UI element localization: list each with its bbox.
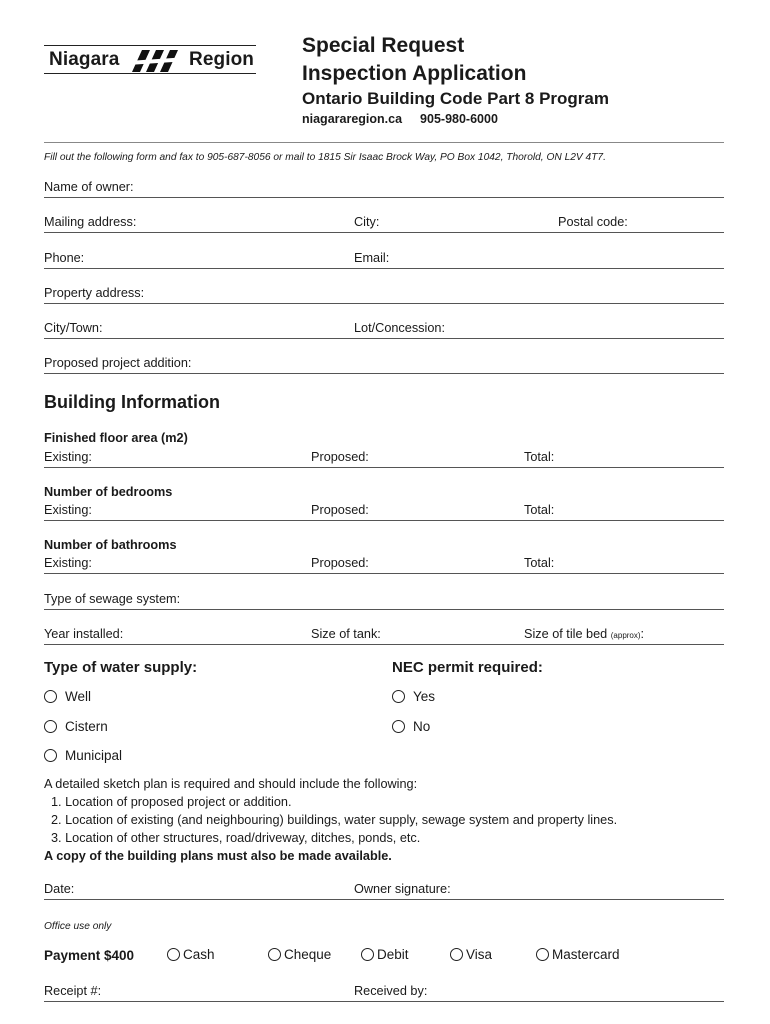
payment-option-cash[interactable] <box>167 947 215 962</box>
bathrooms-total-label: Total: <box>524 556 555 570</box>
office-use-label: Office use only <box>44 921 112 932</box>
radio-circle-icon[interactable] <box>536 948 549 961</box>
sewage-type-label: Type of sewage system: <box>44 592 181 606</box>
email-label: Email: <box>354 251 390 265</box>
water-supply-option-well[interactable] <box>44 689 91 704</box>
phone-email-field[interactable] <box>44 268 724 269</box>
payment-option-debit[interactable] <box>361 947 409 962</box>
form-title-line-1: Special Request <box>302 34 465 57</box>
tile-bed-text: Size of tile bed <box>524 627 611 641</box>
water-supply-heading: Type of water supply: <box>44 659 198 676</box>
contact-phone: 905-980-6000 <box>420 112 498 126</box>
receipt-field[interactable] <box>44 1001 724 1002</box>
property-address-label: Property address: <box>44 286 145 300</box>
payment-option-label: Cash <box>183 947 215 962</box>
logo-stripes-icon <box>128 48 188 72</box>
nec-option-yes[interactable] <box>392 689 435 704</box>
payment-option-cheque[interactable] <box>268 947 331 962</box>
floor-area-field[interactable] <box>44 467 724 468</box>
website-link[interactable]: niagararegion.ca <box>302 112 403 126</box>
contact-line <box>302 112 498 126</box>
date-signature-field[interactable] <box>44 899 724 900</box>
logo-word-niagara: Niagara <box>49 49 120 70</box>
floor-area-total-label: Total: <box>524 450 555 464</box>
radio-circle-icon[interactable] <box>392 720 405 733</box>
water-option-label: Well <box>65 689 92 704</box>
form-title-line-2: Inspection Application <box>302 62 527 85</box>
proposed-project-label: Proposed project addition: <box>44 356 192 370</box>
radio-circle-icon[interactable] <box>44 720 57 733</box>
payment-option-label: Cheque <box>284 947 332 962</box>
floor-area-heading: Finished floor area (m2) <box>44 431 188 445</box>
bedrooms-field[interactable] <box>44 520 724 521</box>
radio-circle-icon[interactable] <box>167 948 180 961</box>
receipt-number-label: Receipt #: <box>44 984 102 998</box>
payment-option-label: Visa <box>466 947 493 962</box>
bathrooms-field[interactable] <box>44 573 724 574</box>
name-of-owner-label: Name of owner: <box>44 180 134 194</box>
size-of-tank-label: Size of tank: <box>311 627 381 641</box>
logo-top-rule <box>44 45 256 46</box>
nec-permit-heading: NEC permit required: <box>392 659 543 676</box>
sketch-item: 2. Location of existing (and neighbouring) buildings, water supply, sewage system and property lines. <box>51 813 618 827</box>
lot-concession-label: Lot/Concession: <box>354 321 445 335</box>
bedrooms-existing-label: Existing: <box>44 503 92 517</box>
bathrooms-heading: Number of bathrooms <box>44 538 177 552</box>
bathrooms-existing-label: Existing: <box>44 556 92 570</box>
water-option-label: Cistern <box>65 719 108 734</box>
city-town-field[interactable] <box>44 338 724 339</box>
logo-bottom-rule <box>44 73 256 74</box>
water-option-label: Municipal <box>65 748 123 763</box>
mailing-address-field[interactable] <box>44 232 724 233</box>
sewage-details-field[interactable] <box>44 644 724 645</box>
radio-circle-icon[interactable] <box>44 749 57 762</box>
bedrooms-total-label: Total: <box>524 503 555 517</box>
logo-word-region: Region <box>189 49 254 70</box>
payment-option-label: Mastercard <box>552 947 620 962</box>
payment-option-mastercard[interactable] <box>536 947 620 962</box>
property-address-field[interactable] <box>44 303 724 304</box>
nec-option-label: No <box>413 719 431 734</box>
payment-option-label: Debit <box>377 947 409 962</box>
header-divider <box>44 142 724 143</box>
sketch-intro: A detailed sketch plan is required and should include the following: <box>44 777 418 791</box>
tile-bed-approx-note: (approx) <box>610 631 641 640</box>
radio-circle-icon[interactable] <box>361 948 374 961</box>
owner-signature-label: Owner signature: <box>354 882 451 896</box>
sketch-requirements <box>44 775 617 865</box>
nec-option-label: Yes <box>413 689 436 704</box>
year-installed-label: Year installed: <box>44 627 124 641</box>
size-of-tile-bed-label <box>524 627 644 641</box>
sewage-type-field[interactable] <box>44 609 724 610</box>
city-label: City: <box>354 215 380 229</box>
mailing-address-label: Mailing address: <box>44 215 137 229</box>
building-information-heading: Building Information <box>44 392 220 412</box>
form-subtitle: Ontario Building Code Part 8 Program <box>302 89 609 108</box>
received-by-label: Received by: <box>354 984 428 998</box>
radio-circle-icon[interactable] <box>268 948 281 961</box>
radio-circle-icon[interactable] <box>450 948 463 961</box>
radio-circle-icon[interactable] <box>44 690 57 703</box>
building-plans-note: A copy of the building plans must also be made available. <box>44 849 392 863</box>
floor-area-proposed-label: Proposed: <box>311 450 369 464</box>
nec-option-no[interactable] <box>392 719 430 734</box>
city-town-label: City/Town: <box>44 321 103 335</box>
water-supply-option-municipal[interactable] <box>44 748 122 763</box>
water-supply-option-cistern[interactable] <box>44 719 108 734</box>
sketch-item: 3. Location of other structures, road/driveway, ditches, ponds, etc. <box>51 831 421 845</box>
floor-area-existing-label: Existing: <box>44 450 92 464</box>
name-of-owner-field[interactable] <box>44 197 724 198</box>
proposed-project-field[interactable] <box>44 373 724 374</box>
payment-amount-label: Payment $400 <box>44 948 135 963</box>
bedrooms-heading: Number of bedrooms <box>44 485 173 499</box>
payment-option-visa[interactable] <box>450 947 492 962</box>
niagara-region-logo <box>44 40 256 78</box>
form-instructions: Fill out the following form and fax to 905-687-8056 or mail to 1815 Sir Isaac Brock Way, PO Box 1042, Thorold, ON L2V 4T7. <box>44 152 606 163</box>
phone-label: Phone: <box>44 251 85 265</box>
bedrooms-proposed-label: Proposed: <box>311 503 369 517</box>
radio-circle-icon[interactable] <box>392 690 405 703</box>
bathrooms-proposed-label: Proposed: <box>311 556 369 570</box>
date-label: Date: <box>44 882 75 896</box>
tile-bed-colon: : <box>640 627 645 641</box>
sketch-item: 1. Location of proposed project or addition. <box>51 795 292 809</box>
postal-code-label: Postal code: <box>558 215 628 229</box>
